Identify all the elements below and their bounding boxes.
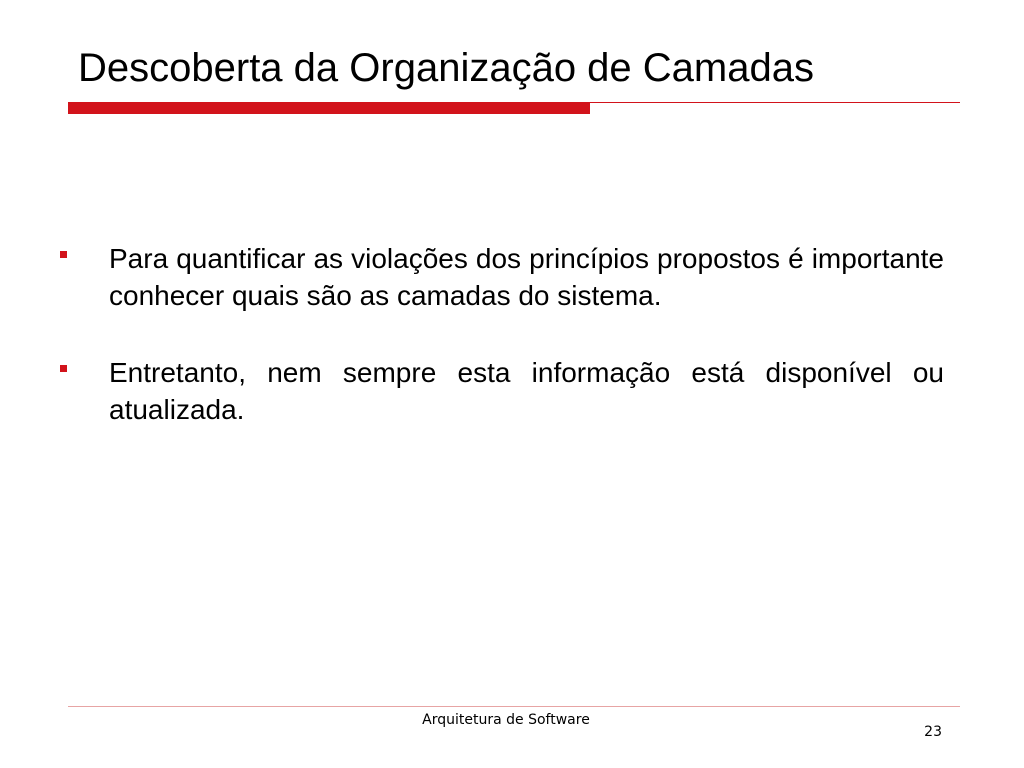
footer-divider	[68, 706, 960, 707]
bullet-text: Para quantificar as violações dos princípios propostos é importante conhecer quais são as camadas do sistema.	[109, 243, 944, 311]
square-bullet-icon	[60, 365, 67, 372]
bullet-list	[60, 240, 944, 468]
square-bullet-icon	[60, 251, 67, 258]
bullet-item	[60, 240, 944, 314]
title-underline-thin	[590, 102, 960, 103]
slide-title: Descoberta da Organização de Camadas	[78, 46, 814, 90]
footer-title: Arquitetura de Software	[422, 712, 590, 728]
bullet-text: Entretanto, nem sempre esta informação está disponível ou atualizada.	[109, 357, 944, 425]
title-underline-thick	[68, 102, 590, 114]
bullet-item	[60, 354, 944, 428]
page-number: 23	[924, 724, 942, 740]
